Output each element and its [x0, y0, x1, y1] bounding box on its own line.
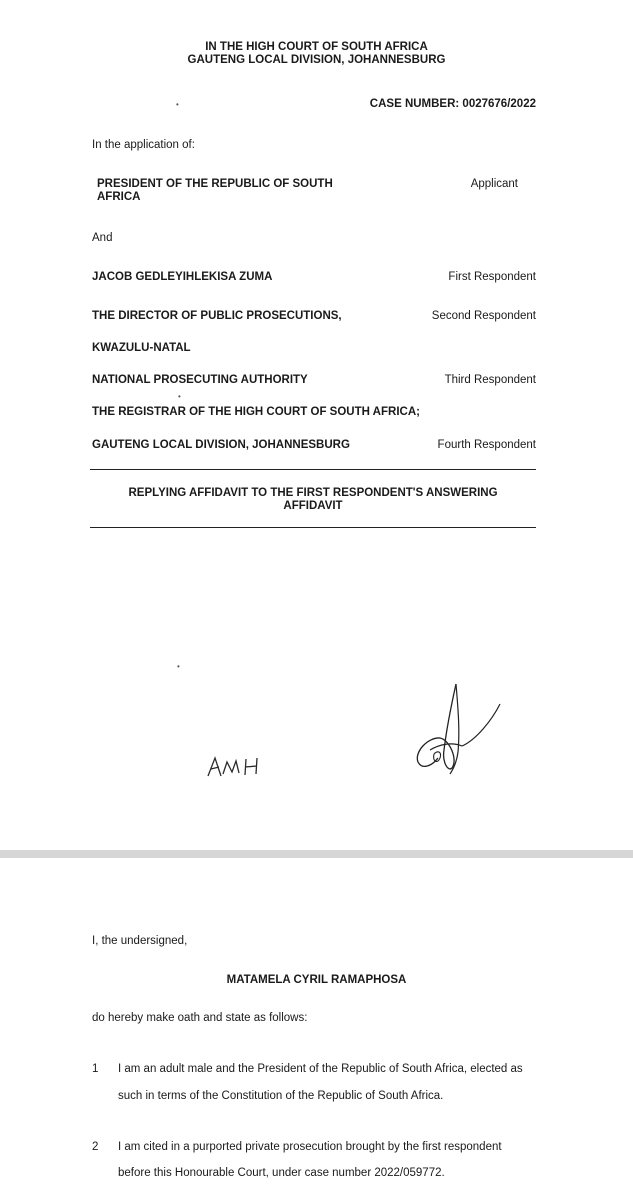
court-name: IN THE HIGH COURT OF SOUTH AFRICA — [205, 41, 428, 53]
applicant-name-cont: AFRICA — [97, 191, 141, 203]
scan-speck: • — [178, 392, 181, 401]
handwritten-initials — [205, 752, 265, 782]
paragraph-number: 1 — [92, 1063, 99, 1075]
paragraph-text-cont: before this Honourable Court, under case number 2022/059772. — [118, 1167, 445, 1179]
signature — [400, 680, 510, 780]
paragraph-text: I am an adult male and the President of the Republic of South Africa, elected as — [118, 1063, 523, 1075]
respondent-name: THE DIRECTOR OF PUBLIC PROSECUTIONS, — [92, 310, 342, 322]
applicant-role: Applicant — [470, 178, 518, 190]
undersigned-text: I, the undersigned, — [92, 935, 188, 947]
respondent-name: KWAZULU-NATAL — [92, 342, 191, 354]
scan-speck: • — [177, 662, 180, 671]
respondent-role: Second Respondent — [431, 310, 536, 322]
court-division: GAUTENG LOCAL DIVISION, JOHANNESBURG — [187, 54, 446, 66]
respondent-name: NATIONAL PROSECUTING AUTHORITY — [92, 374, 308, 386]
affidavit-body-page — [0, 858, 633, 1200]
title-bottom-rule — [90, 527, 536, 528]
deponent-name: MATAMELA CYRIL RAMAPHOSA — [226, 974, 407, 986]
paragraph-number: 2 — [92, 1141, 99, 1153]
application-intro: In the application of: — [92, 139, 195, 151]
oath-statement: do hereby make oath and state as follows: — [92, 1012, 308, 1024]
and-connector: And — [92, 232, 113, 244]
case-number: CASE NUMBER: 0027676/2022 — [369, 98, 536, 110]
document-title-cont: AFFIDAVIT — [283, 500, 343, 512]
respondent-name: JACOB GEDLEYIHLEKISA ZUMA — [92, 271, 273, 283]
respondent-role: Third Respondent — [444, 374, 536, 386]
page-separator — [0, 850, 633, 858]
respondent-name: GAUTENG LOCAL DIVISION, JOHANNESBURG — [92, 439, 350, 451]
respondent-name: THE REGISTRAR OF THE HIGH COURT OF SOUTH AFRICA; — [92, 406, 420, 418]
title-top-rule — [90, 469, 536, 470]
respondent-role: First Respondent — [448, 271, 536, 283]
respondent-role: Fourth Respondent — [437, 439, 536, 451]
document-title: REPLYING AFFIDAVIT TO THE FIRST RESPONDENT'S ANSWERING — [128, 487, 498, 499]
scan-speck: • — [176, 100, 179, 109]
applicant-name: PRESIDENT OF THE REPUBLIC OF SOUTH — [97, 178, 333, 190]
paragraph-text-cont: such in terms of the Constitution of the Republic of South Africa. — [118, 1090, 444, 1102]
paragraph-text: I am cited in a purported private prosecution brought by the first respondent — [118, 1141, 502, 1153]
